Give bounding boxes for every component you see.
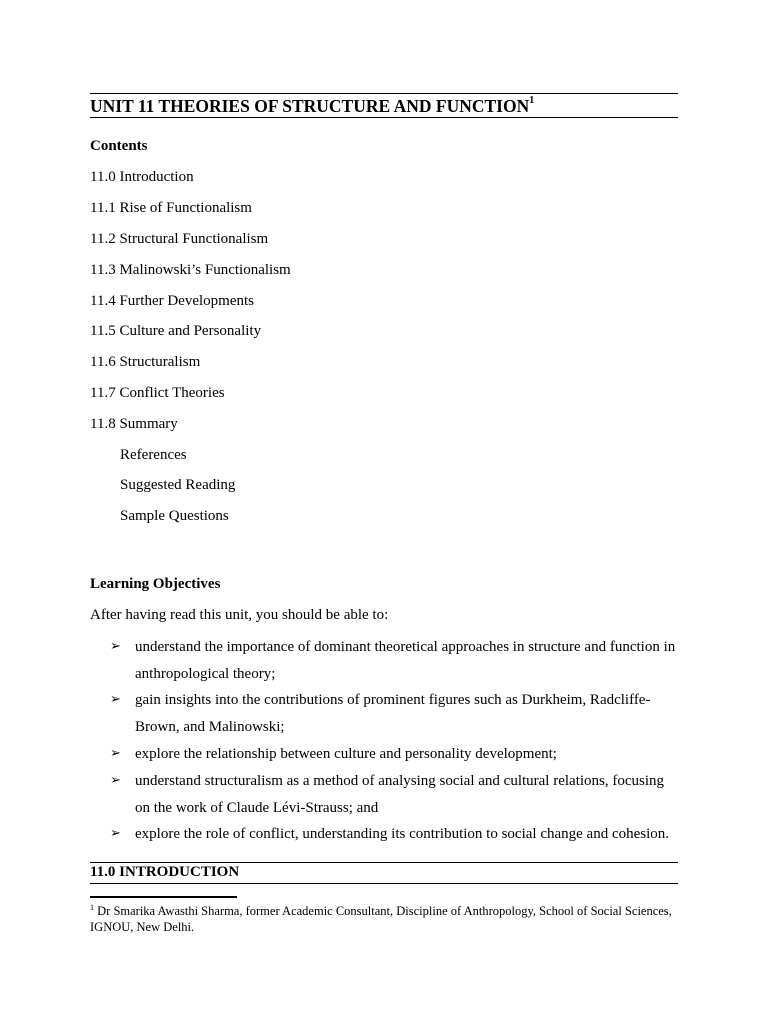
footnote-text: Dr Smarika Awasthi Sharma, former Academic Consultant, Discipline of Anthropology, School of Social Sciences, IGNOU, New Delhi. — [90, 904, 672, 935]
objective-item: explore the relationship between culture and personality development; — [135, 746, 557, 762]
unit-title-text: UNIT 11 THEORIES OF STRUCTURE AND FUNCTION — [90, 96, 530, 116]
toc-item: 11.8 Summary — [90, 416, 178, 432]
section-heading: 11.0 INTRODUCTION — [90, 864, 240, 880]
footnote — [90, 900, 680, 935]
toc-item: 11.3 Malinowski’s Functionalism — [90, 262, 291, 278]
toc-sub-item: Sample Questions — [120, 508, 229, 524]
arrow-bullet-icon: ➢ — [110, 692, 121, 707]
unit-title — [90, 96, 534, 117]
contents-heading: Contents — [90, 138, 148, 154]
objective-item: explore the role of conflict, understanding its contribution to social change and cohesion. — [135, 826, 670, 842]
title-bottom-rule — [90, 117, 678, 118]
toc-item: 11.0 Introduction — [90, 169, 194, 185]
objectives-intro: After having read this unit, you should be able to: — [90, 607, 389, 623]
arrow-bullet-icon: ➢ — [110, 639, 121, 654]
toc-item: 11.4 Further Developments — [90, 293, 254, 309]
objective-item: understand the importance of dominant theoretical approaches in structure and function in anthropological theory; — [135, 639, 676, 682]
toc-item: 11.2 Structural Functionalism — [90, 231, 269, 247]
toc-sub-item: Suggested Reading — [120, 477, 236, 493]
toc-item: 11.6 Structuralism — [90, 354, 201, 370]
footnote-marker: 1 — [90, 903, 94, 912]
toc-item: 11.5 Culture and Personality — [90, 323, 262, 339]
title-top-rule — [90, 93, 678, 94]
toc-item: 11.7 Conflict Theories — [90, 385, 225, 401]
footnote-separator — [90, 896, 237, 898]
unit-title-footnote-marker: 1 — [529, 95, 535, 107]
toc-sub-item: References — [120, 447, 187, 463]
section-bottom-rule — [90, 883, 678, 884]
section-top-rule — [90, 862, 678, 863]
arrow-bullet-icon: ➢ — [110, 773, 121, 788]
arrow-bullet-icon: ➢ — [110, 746, 121, 761]
objective-item: gain insights into the contributions of prominent figures such as Durkheim, Radcliffe-Brown, and Malinowski; — [135, 692, 651, 735]
learning-objectives-heading: Learning Objectives — [90, 576, 221, 592]
arrow-bullet-icon: ➢ — [110, 826, 121, 841]
toc-item: 11.1 Rise of Functionalism — [90, 200, 252, 216]
objective-item: understand structuralism as a method of analysing social and cultural relations, focusing on the work of Claude Lévi-Strauss; and — [135, 773, 665, 816]
